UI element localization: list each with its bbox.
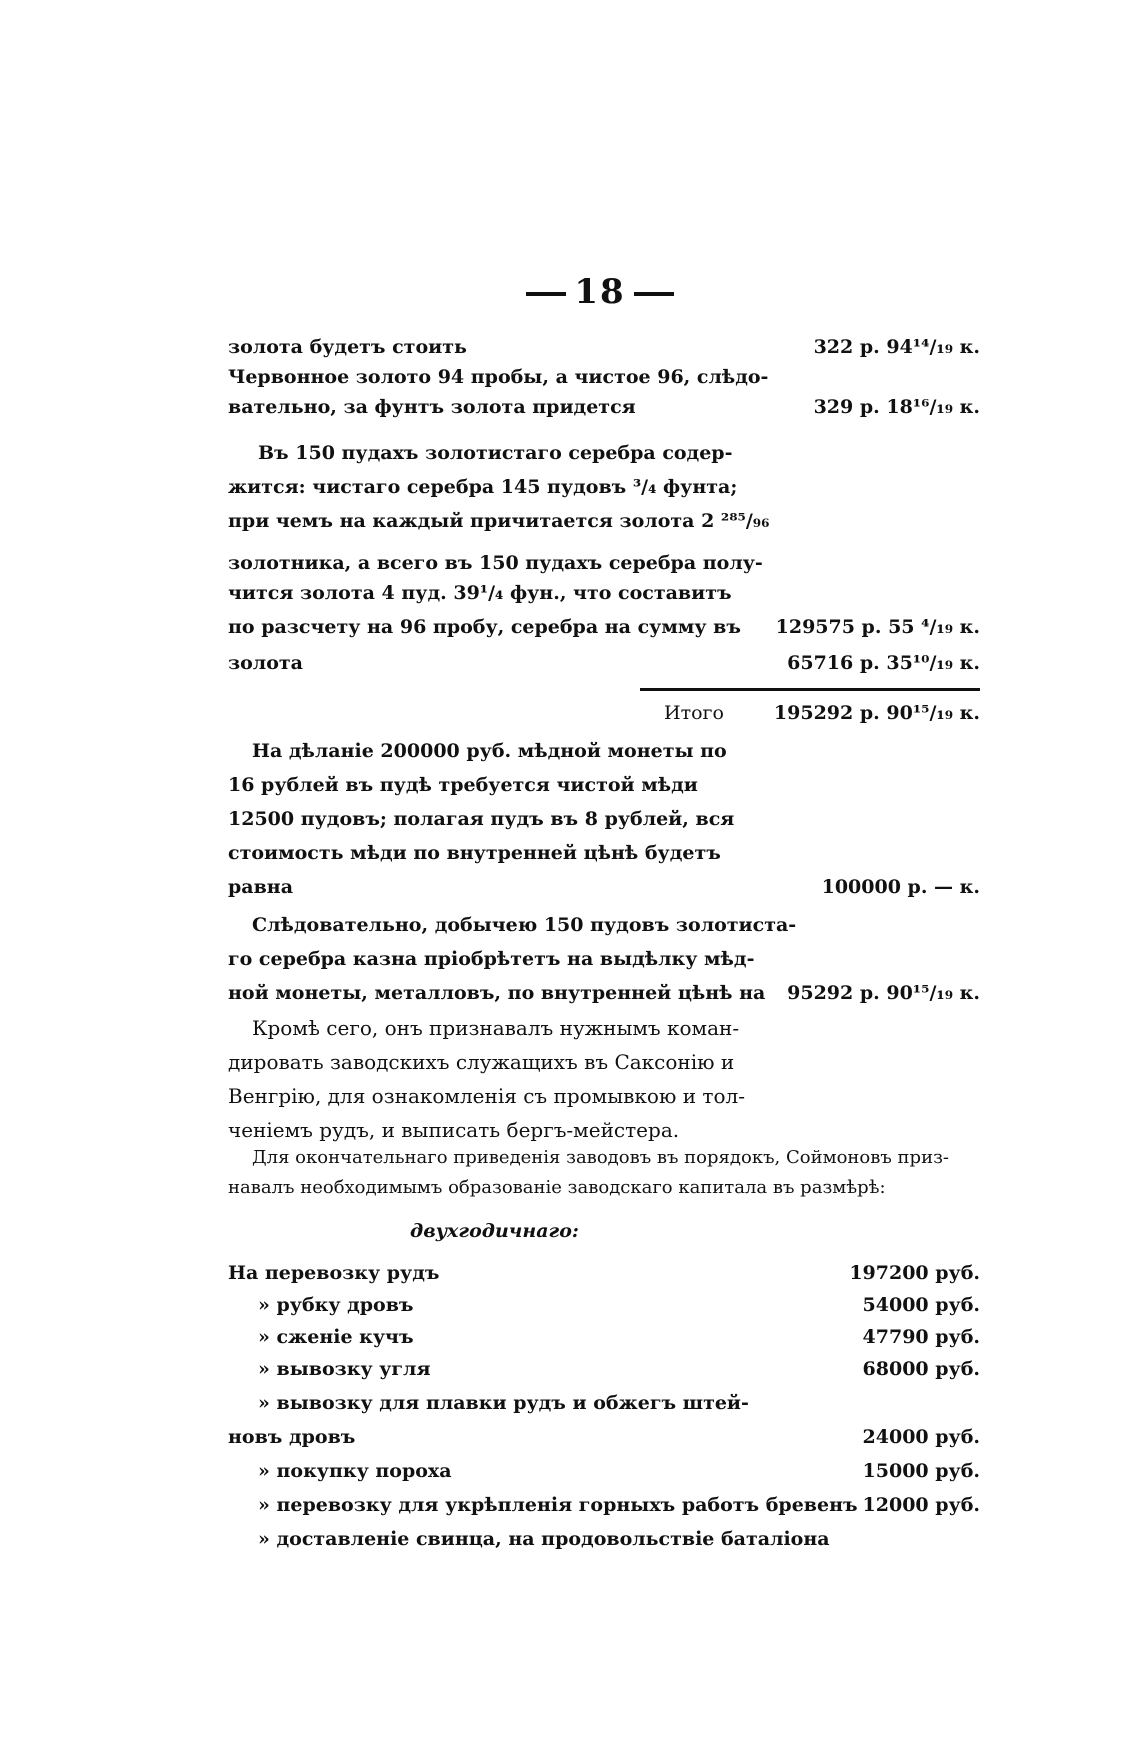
expense-row	[258, 1356, 980, 1382]
line-right: 95292 р. 90¹⁵/₁₉ к.	[787, 982, 980, 1004]
text-line: » вывозку для плавки рудъ и обжегъ штей-	[258, 1392, 749, 1414]
line-right: 65716 р. 35¹⁰/₁₉ к.	[787, 652, 980, 674]
page-number	[500, 272, 700, 312]
line-left: ной монеты, металловъ, по внутренней цѣнѣ на	[228, 982, 766, 1004]
text-line: при чемъ на каждый причитается золота 2 ²⁸⁵/₉₆	[228, 510, 770, 532]
text-line: На дѣланіе 200000 руб. мѣдной монеты по	[252, 740, 727, 762]
expense-value: 68000 руб.	[862, 1358, 980, 1380]
line-left: по разсчету на 96 пробу, серебра на сумму въ	[228, 616, 741, 638]
expense-value: 54000 руб.	[862, 1294, 980, 1316]
text-line: Въ 150 пудахъ золотистаго серебра содер-	[258, 442, 733, 464]
text-line: го серебра казна пріобрѣтетъ на выдѣлку мѣд-	[228, 948, 755, 970]
text-line	[228, 980, 980, 1006]
expense-row	[228, 1424, 980, 1450]
text-line	[228, 614, 980, 640]
expense-value: 24000 руб.	[862, 1426, 980, 1448]
text-line: Венгрію, для ознакомленія съ промывкою и тол-	[228, 1084, 745, 1108]
expense-label: » перевозку для укрѣпленія горныхъ работъ бревенъ	[258, 1494, 858, 1516]
text-line: жится: чистаго серебра 145 пудовъ ³/₄ фунта;	[228, 476, 738, 498]
line-left: вательно, за фунтъ золота придется	[228, 396, 636, 418]
line-right: 329 р. 18¹⁶/₁₉ к.	[813, 396, 980, 418]
ornament-right	[634, 292, 674, 296]
text-line: ченіемъ рудъ, и выписать бергъ-мейстера.	[228, 1118, 680, 1142]
text-line: » доставленіе свинца, на продовольствіе баталіона	[258, 1528, 830, 1550]
expense-row	[228, 1260, 980, 1286]
expense-value: 47790 руб.	[862, 1326, 980, 1348]
expense-value: 12000 руб.	[862, 1494, 980, 1516]
text-line: Червонное золото 94 пробы, а чистое 96, слѣдо-	[228, 366, 769, 388]
expense-row	[258, 1324, 980, 1350]
text-line	[228, 874, 980, 900]
text-line: навалъ необходимымъ образованіе заводскаго капитала въ размѣрѣ:	[228, 1177, 886, 1198]
expense-row	[258, 1492, 980, 1518]
ornament-left	[526, 292, 566, 296]
sum-rule	[640, 688, 980, 691]
text-line	[228, 650, 980, 676]
line-left: равна	[228, 876, 294, 898]
expense-label: » вывозку угля	[258, 1358, 431, 1380]
text-line: 16 рублей въ пудѣ требуется чистой мѣди	[228, 774, 698, 796]
expense-label: » сженіе кучъ	[258, 1326, 414, 1348]
text-line: Для окончательнаго приведенія заводовъ въ порядокъ, Соймоновъ приз-	[252, 1147, 949, 1168]
expense-label: новъ дровъ	[228, 1426, 356, 1448]
text-line: Кромѣ сего, онъ признавалъ нужнымъ коман-	[252, 1016, 740, 1040]
expense-value: 15000 руб.	[862, 1460, 980, 1482]
expense-row	[258, 1292, 980, 1318]
total-value: 195292 р. 90¹⁵/₁₉ к.	[773, 702, 980, 724]
line-right: 322 р. 94¹⁴/₁₉ к.	[813, 336, 980, 358]
line-left: золота	[228, 652, 303, 674]
text-line: 12500 пудовъ; полагая пудъ въ 8 рублей, вся	[228, 808, 735, 830]
expense-label: На перевозку рудъ	[228, 1262, 440, 1284]
page-number-text: 18	[574, 272, 626, 312]
text-line: Слѣдовательно, добычею 150 пудовъ золотиста-	[252, 914, 797, 936]
expense-row	[258, 1458, 980, 1484]
text-line: дировать заводскихъ служащихъ въ Саксонію и	[228, 1050, 735, 1074]
expense-label: » рубку дровъ	[258, 1294, 414, 1316]
text-line	[228, 334, 980, 360]
total-line	[664, 700, 980, 726]
line-left: золота будетъ стоить	[228, 336, 467, 358]
subheading: двухгодичнаго:	[410, 1220, 579, 1242]
line-right: 129575 р. 55 ⁴/₁₉ к.	[775, 616, 980, 638]
expense-label: » покупку пороха	[258, 1460, 452, 1482]
text-line	[228, 394, 980, 420]
expense-value: 197200 руб.	[849, 1262, 980, 1284]
text-line: стоимость мѣди по внутренней цѣнѣ будетъ	[228, 842, 721, 864]
text-line: золотника, а всего въ 150 пудахъ серебра полу-	[228, 552, 763, 574]
line-right: 100000 р. — к.	[821, 876, 980, 898]
text-line: чится золота 4 пуд. 39¹/₄ фун., что составитъ	[228, 582, 732, 604]
total-label: Итого	[664, 702, 724, 724]
